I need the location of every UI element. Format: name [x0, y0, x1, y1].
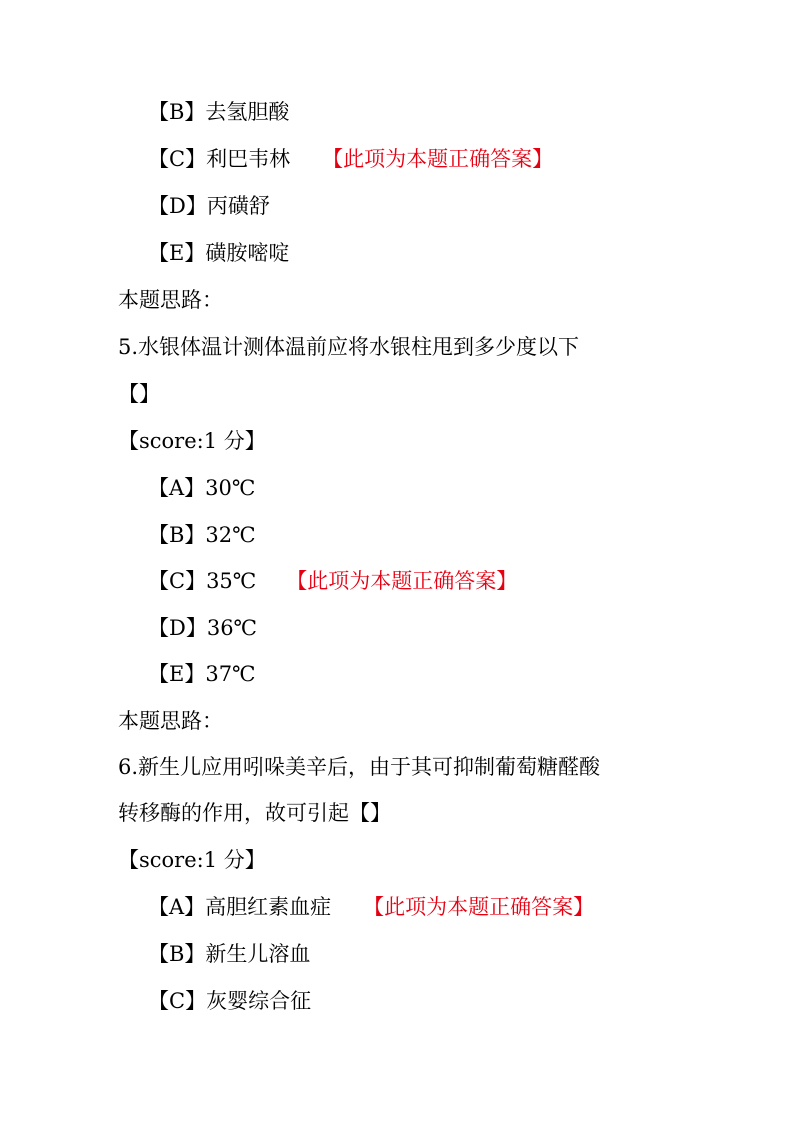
- option-label: 【E】磺胺嘧啶: [148, 241, 290, 265]
- option-label: 【D】丙磺舒: [148, 194, 270, 218]
- q5-option-b: [148, 521, 256, 549]
- q4-option-b: [148, 98, 289, 126]
- q6-option-b: [148, 940, 310, 968]
- q5-stem: 5.水银体温计测体温前应将水银柱甩到多少度以下: [118, 335, 580, 359]
- q5-option-d: [148, 614, 257, 642]
- option-label: 【B】32℃: [148, 523, 256, 547]
- option-label: 【C】35℃: [148, 569, 257, 593]
- option-label: 【B】新生儿溶血: [148, 942, 311, 966]
- q4-analysis-label: 本题思路：: [118, 288, 223, 312]
- option-label: 【B】去氢胆酸: [148, 100, 290, 124]
- q6-option-a: [148, 893, 594, 921]
- correct-answer-mark: 【此项为本题正确答案】: [322, 147, 554, 171]
- q6-stem-line-2: 转移酶的作用，故可引起【】: [118, 801, 391, 825]
- q4-option-d: [148, 192, 270, 220]
- q5-score: 【score:1 分】: [118, 429, 266, 453]
- q6-score: 【score:1 分】: [118, 848, 266, 872]
- q5-option-e: [148, 660, 256, 688]
- option-label: 【D】36℃: [148, 616, 258, 640]
- q6-stem-line-1: 6.新生儿应用吲哚美辛后，由于其可抑制葡萄糖醛酸: [118, 755, 601, 779]
- option-label: 【E】37℃: [148, 662, 256, 686]
- option-label: 【A】高胆红素血症: [148, 895, 332, 919]
- correct-answer-mark: 【此项为本题正确答案】: [286, 569, 518, 593]
- q4-option-e: [148, 239, 289, 267]
- q5-option-a: [148, 474, 255, 502]
- option-label: 【C】灰婴综合征: [148, 989, 312, 1013]
- option-label: 【C】利巴韦林: [148, 147, 291, 171]
- q4-option-c: [148, 145, 553, 173]
- correct-answer-mark: 【此项为本题正确答案】: [363, 895, 595, 919]
- q6-option-c: [148, 987, 311, 1015]
- q5-analysis-label: 本题思路：: [118, 709, 223, 733]
- option-label: 【A】30℃: [148, 476, 256, 500]
- q5-answer-bracket: 【】: [118, 382, 160, 406]
- q5-option-c: [148, 567, 517, 595]
